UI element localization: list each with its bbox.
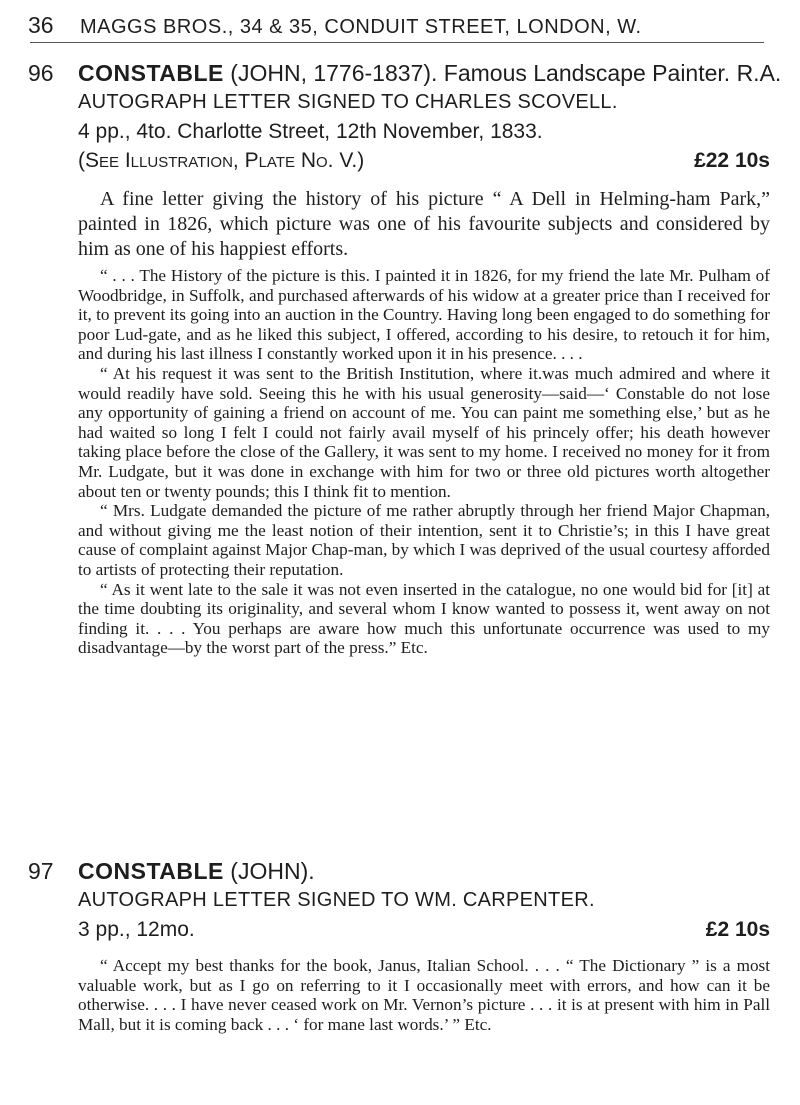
see-note-line <box>28 146 770 175</box>
item-details-text: 4 pp., 4to. Charlotte Street, 12th November, 1833. <box>78 120 543 143</box>
page-header <box>28 12 764 40</box>
entry-heading <box>28 58 782 88</box>
artist-name: CONSTABLE <box>78 858 224 884</box>
letter-paragraph: “ Mrs. Ludgate demanded the picture of me rather abruptly through her friend Major Chapman, and without giving me the least notion of their intention, sent it to Christie’s; in this I have great cause of complaint against Major Chap-man, by which I was deprived of the usual courtesy afforded to artists of protecting their reputation. <box>78 501 770 579</box>
letter-paragraph: “ At his request it was sent to the British Institution, where it.was much admired and where it would readily have sold. Seeing this he with his usual generosity—said—‘ Constable do not lose any opportunity of gaining a friend on account of me. You can paint me something else,’ but as he had waited so long I felt I could not fairly avail myself of his princely offer; his death however taking place before the close of the Gallery, it was sent to my home. I received no money for it from Mr. Ludgate, but it was done in exchange with him for two or three old pictures worth altogether about ten or twenty pounds; this I think fit to mention. <box>78 363 770 501</box>
letter-paragraph: “ . . . The History of the picture is this. I painted it in 1826, for my friend the late Mr. Pulham of Woodbridge, in Suffolk, and purchased afterwards of his widow at a greater price than I received for it, to prevent its going into an auction in the Country. Having long been engaged to do something for poor Lud-gate, and as he liked this subject, I offered, according to his desire, to retouch it for him, and during his last illness I constantly worked upon it in his presence. . . . <box>78 266 770 364</box>
artist-name: CONSTABLE <box>78 60 224 86</box>
lot-number: 97 <box>28 858 54 884</box>
header-rule <box>30 42 764 43</box>
letter-paragraph: “ As it went late to the sale it was not even inserted in the catalogue, no one would bid for [it] at the time doubting its originality, and several whom I know wanted to possess it, went away on not finding it. . . . You perhaps are aware how much this unfortunate occurrence was used to my disadvantage—by the worst part of the press.” Etc. <box>78 579 770 658</box>
item-title <box>28 88 770 117</box>
catalogue-entry-96 <box>28 58 782 658</box>
item-details <box>28 117 770 146</box>
entry-description: A fine letter giving the history of his picture “ A Dell in Helming-ham Park,” painted in 1826, which picture was one of his favourite subjects and considered by him as one of his happiest efforts. <box>78 188 770 260</box>
item-title-text: AUTOGRAPH LETTER SIGNED TO WM. CARPENTER. <box>78 889 595 911</box>
artist-details: (JOHN, 1776-1837). Famous Landscape Painter. R.A. <box>223 60 782 86</box>
item-title <box>28 886 770 915</box>
catalogue-entry-97 <box>28 856 770 1034</box>
letter-paragraph: “ Accept my best thanks for the book, Janus, Italian School. . . . “ The Dictionary ” is a most valuable work, but as I go on referring to it I occasionally meet with errors, and how can it be otherwise. . . . I have never ceased work on Mr. Vernon’s picture . . . it is at present with him in Pall Mall, but it is coming back . . . ‘ for mane last words.’ ” Etc. <box>78 956 770 1034</box>
item-details-text: 3 pp., 12mo. <box>78 918 195 941</box>
entry-heading <box>28 856 770 886</box>
see-note: (See Illustration, Plate No. V.) <box>78 149 365 172</box>
page-number: 36 <box>28 12 54 38</box>
artist-details: (JOHN). <box>223 858 315 884</box>
lot-number: 96 <box>28 60 54 86</box>
item-details <box>28 915 770 944</box>
running-head: MAGGS BROS., 34 & 35, CONDUIT STREET, LONDON, W. <box>80 16 642 38</box>
price: £2 10s <box>705 918 770 941</box>
price: £22 10s <box>694 149 770 172</box>
item-title-text: AUTOGRAPH LETTER SIGNED TO CHARLES SCOVELL. <box>78 91 618 113</box>
